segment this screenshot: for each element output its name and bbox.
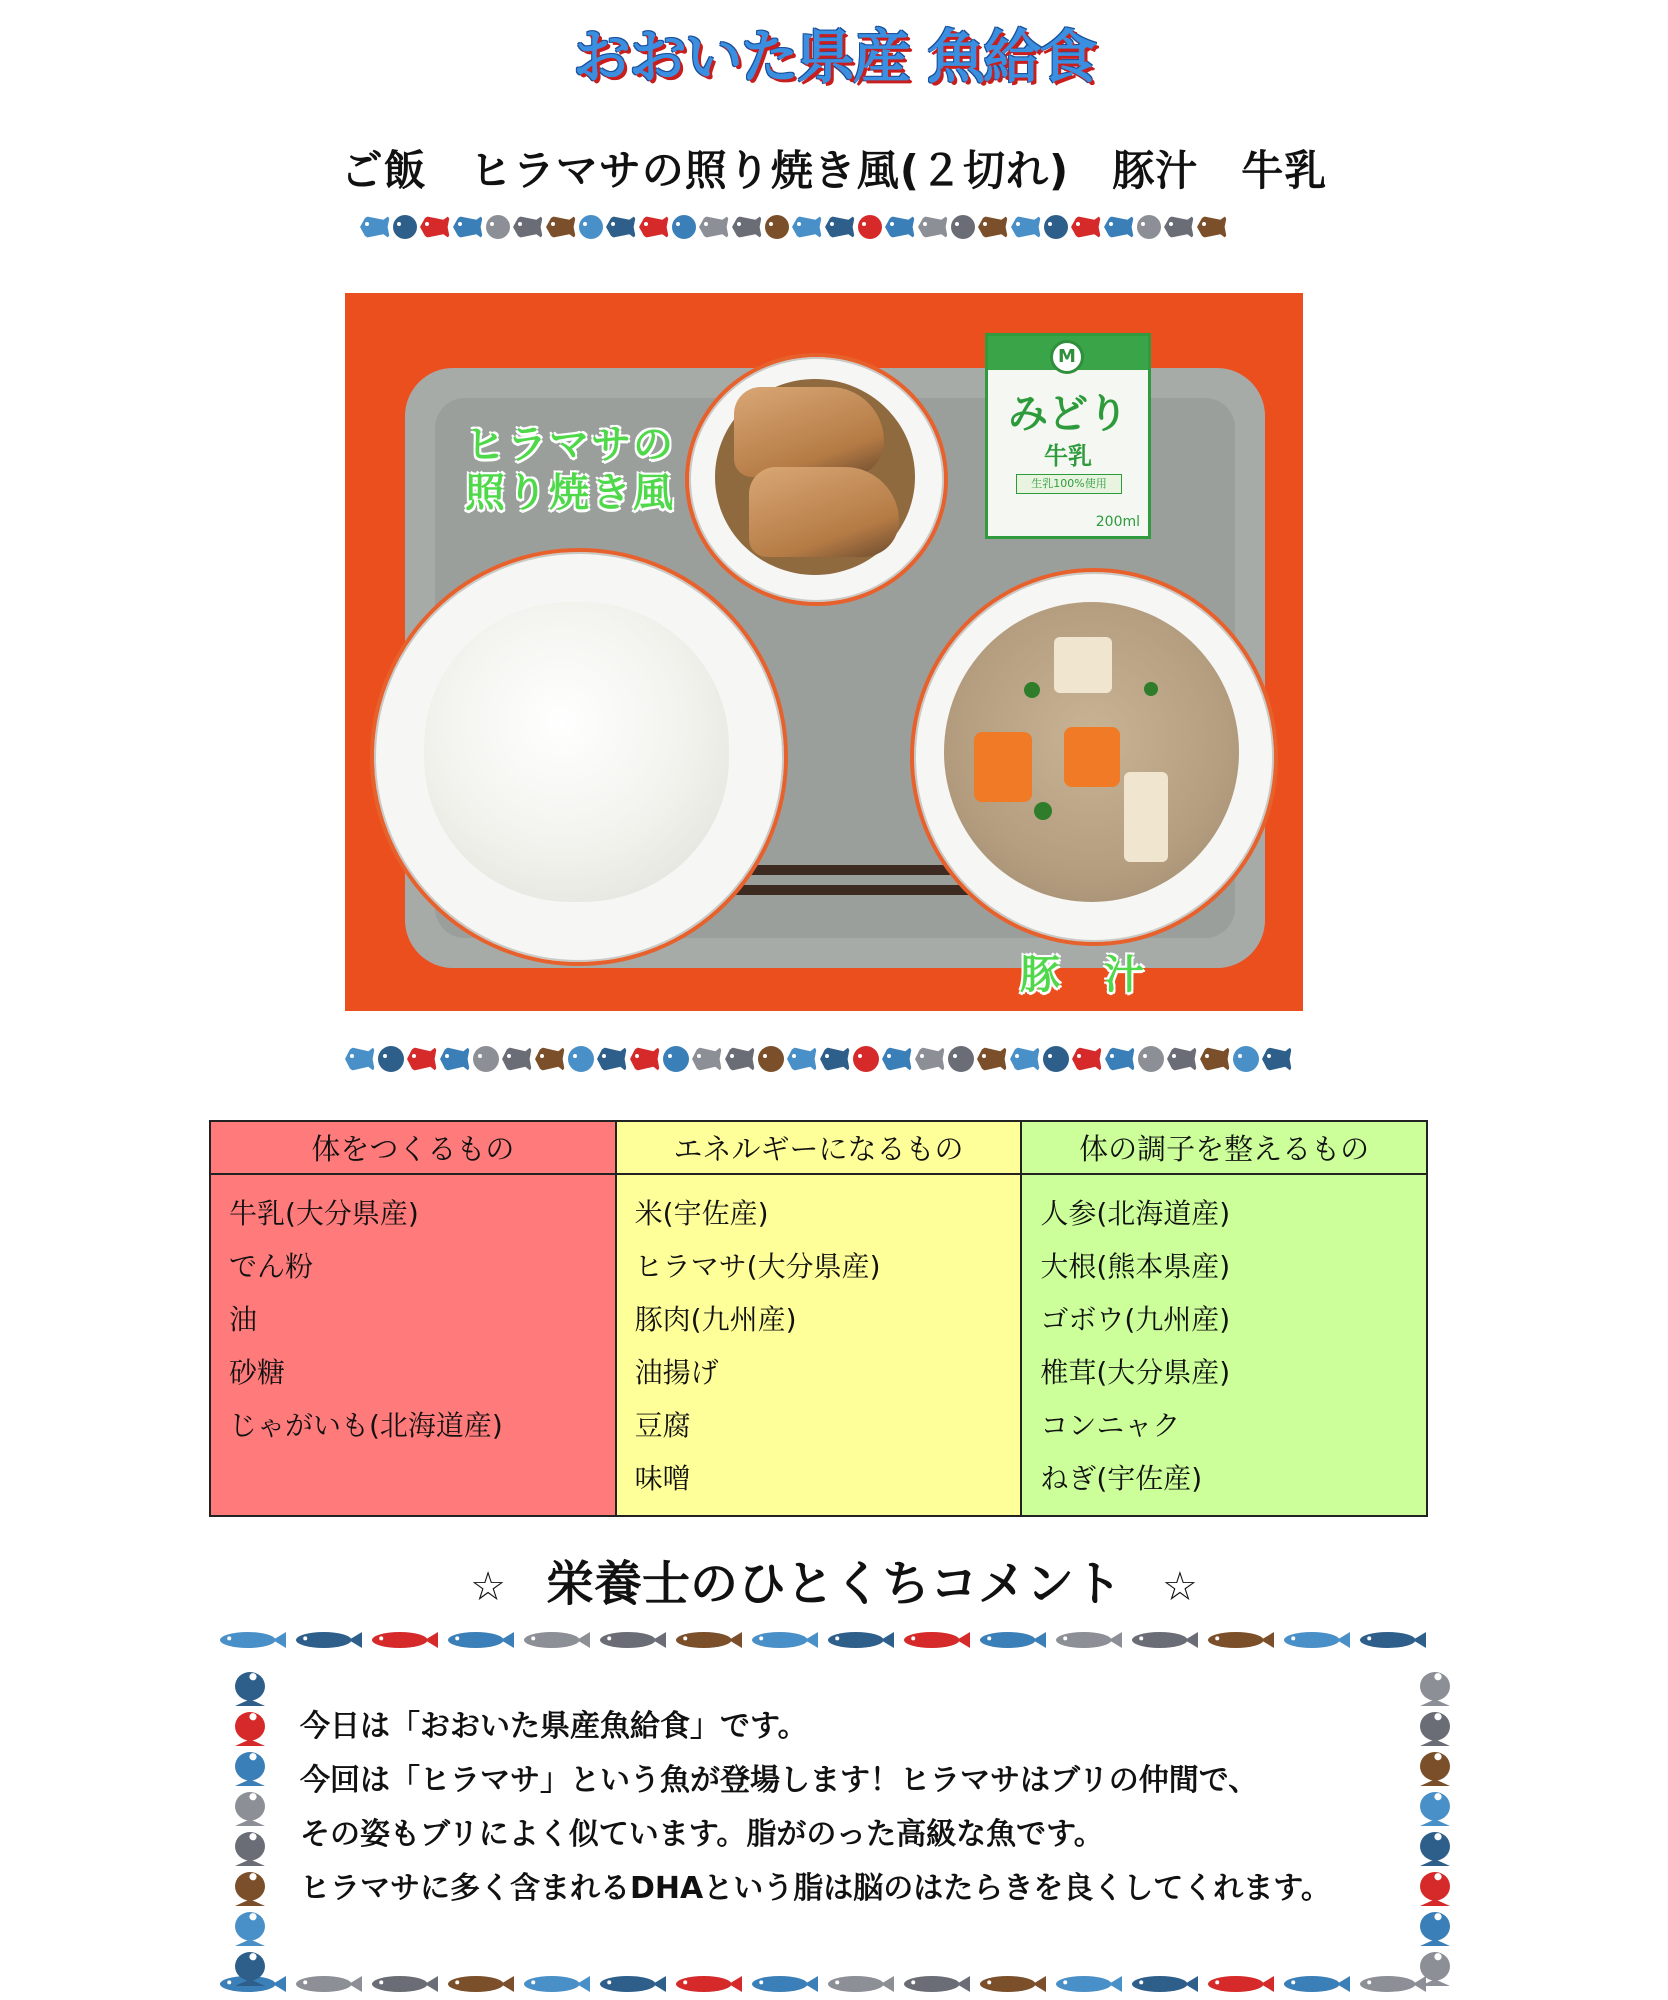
fish-icon xyxy=(1043,1046,1069,1072)
fish-icon xyxy=(853,1046,879,1072)
fish-icon xyxy=(828,1976,894,1992)
fish-icon xyxy=(1420,1832,1450,1866)
fish-icon xyxy=(600,1632,666,1648)
fish-icon xyxy=(235,1872,265,1906)
fish-icon xyxy=(597,1046,627,1072)
fish-icon xyxy=(546,215,576,239)
fish-icon xyxy=(792,215,822,239)
fish-border-top xyxy=(360,215,1227,239)
fish-icon xyxy=(980,1632,1046,1648)
fish-icon xyxy=(1284,1976,1350,1992)
fish-icon xyxy=(1164,215,1194,239)
list-item: コンニャク xyxy=(1040,1409,1181,1442)
fish-border-middle xyxy=(345,1046,1292,1072)
list-item: 牛乳(大分県産) xyxy=(229,1197,419,1230)
fish-icon xyxy=(1200,1046,1230,1072)
photo-label-fish-line1: ヒラマサの xyxy=(465,422,675,468)
fish-icon xyxy=(535,1046,565,1072)
fish-icon xyxy=(1420,1792,1450,1826)
fish-icon xyxy=(1360,1632,1426,1648)
tofu-piece xyxy=(1124,772,1168,862)
fish-icon xyxy=(360,215,390,239)
rice-bowl xyxy=(370,548,788,966)
green-group-cell xyxy=(1021,1174,1427,1516)
fish-icon xyxy=(1056,1976,1122,1992)
milk-logo: M xyxy=(1050,340,1084,374)
fish-icon xyxy=(296,1976,362,1992)
fish-icon xyxy=(568,1046,594,1072)
list-item: ねぎ(宇佐産) xyxy=(1040,1462,1203,1495)
fish-icon xyxy=(393,215,417,239)
fish-icon xyxy=(372,1632,438,1648)
fish-icon xyxy=(345,1046,375,1072)
comment-heading xyxy=(0,1545,1668,1614)
fish-icon xyxy=(420,215,450,239)
fish-icon xyxy=(220,1632,286,1648)
fish-fillet xyxy=(749,467,899,557)
list-item: 油 xyxy=(229,1303,258,1336)
fish-icon xyxy=(448,1632,514,1648)
fish-icon xyxy=(978,215,1008,239)
fish-icon xyxy=(1044,215,1068,239)
fish-icon xyxy=(486,215,510,239)
header-body-regulating: 体の調子を整えるもの xyxy=(1021,1121,1427,1174)
fish-icon xyxy=(235,1832,265,1866)
fish-icon xyxy=(235,1672,265,1706)
fish-icon xyxy=(904,1632,970,1648)
fish-icon xyxy=(378,1046,404,1072)
rice xyxy=(424,602,729,902)
milk-name: 牛乳 xyxy=(1044,442,1092,470)
fish-icon xyxy=(1071,215,1101,239)
fish-icon xyxy=(1138,1046,1164,1072)
fish-icon xyxy=(606,215,636,239)
carrot-piece xyxy=(974,732,1032,802)
fish-icon xyxy=(473,1046,499,1072)
fish-icon xyxy=(915,1046,945,1072)
list-item: 味噌 xyxy=(634,1462,691,1495)
fish-icon xyxy=(524,1632,590,1648)
comment-text xyxy=(300,1700,1400,1916)
fish-fillet xyxy=(734,387,884,477)
fish-icon xyxy=(296,1632,362,1648)
fish-icon xyxy=(1360,1976,1426,1992)
fish-icon xyxy=(752,1632,818,1648)
fish-icon xyxy=(918,215,948,239)
fish-icon xyxy=(1105,1046,1135,1072)
fish-icon xyxy=(440,1046,470,1072)
fish-icon xyxy=(858,215,882,239)
star-icon: ☆ xyxy=(470,1564,506,1610)
fish-icon xyxy=(639,215,669,239)
fish-icon xyxy=(904,1976,970,1992)
fish-icon xyxy=(787,1046,817,1072)
list-item: 椎茸(大分県産) xyxy=(1040,1356,1231,1389)
fish-icon xyxy=(725,1046,755,1072)
fish-icon xyxy=(676,1976,742,1992)
page-title: おおいた県産 魚給食 xyxy=(572,23,1096,91)
tofu-piece xyxy=(1054,637,1112,693)
comment-line: その姿もブリによく似ています。脂がのった高級な魚です。 xyxy=(300,1817,1104,1852)
header-energy: エネルギーになるもの xyxy=(616,1121,1022,1174)
fish-icon xyxy=(1056,1632,1122,1648)
food-groups-table xyxy=(209,1120,1428,1517)
meal-photo xyxy=(345,293,1303,1011)
comment-line: 今回は「ヒラマサ」という魚が登場します！ヒラマサはブリの仲間で、 xyxy=(300,1763,1259,1798)
fish-icon xyxy=(663,1046,689,1072)
yellow-group-cell xyxy=(616,1174,1022,1516)
fish-icon xyxy=(502,1046,532,1072)
star-icon: ☆ xyxy=(1162,1564,1198,1610)
fish-bowl xyxy=(685,353,948,606)
fish-icon xyxy=(692,1046,722,1072)
fish-icon xyxy=(699,215,729,239)
fish-icon xyxy=(676,1632,742,1648)
fish-icon xyxy=(1167,1046,1197,1072)
fish-icon xyxy=(1208,1976,1274,1992)
fish-icon xyxy=(765,215,789,239)
list-item: 砂糖 xyxy=(229,1356,286,1389)
fish-icon xyxy=(513,215,543,239)
fish-icon xyxy=(951,215,975,239)
photo-label-soup: 豚 汁 xyxy=(1020,952,1146,998)
fish-icon xyxy=(1104,215,1134,239)
fish-icon xyxy=(948,1046,974,1072)
fish-icon xyxy=(1420,1712,1450,1746)
list-item: ゴボウ(九州産) xyxy=(1040,1303,1231,1336)
fish-icon xyxy=(407,1046,437,1072)
fish-icon xyxy=(579,215,603,239)
header-body-building: 体をつくるもの xyxy=(210,1121,616,1174)
fish-icon xyxy=(1420,1752,1450,1786)
photo-label-fish xyxy=(465,421,675,517)
fish-icon xyxy=(1072,1046,1102,1072)
milk-brand: みどり xyxy=(1008,391,1128,437)
fish-icon xyxy=(828,1632,894,1648)
fish-icon xyxy=(1233,1046,1259,1072)
carrot-piece xyxy=(1064,727,1120,787)
menu-line: ご飯 ヒラマサの照り焼き風(２切れ) 豚汁 牛乳 xyxy=(340,146,1328,195)
list-item: 人参(北海道産) xyxy=(1040,1197,1231,1230)
fish-icon xyxy=(1208,1632,1274,1648)
fish-icon xyxy=(1197,215,1227,239)
red-group-cell xyxy=(210,1174,616,1516)
fish-icon xyxy=(524,1976,590,1992)
fish-icon xyxy=(1011,215,1041,239)
fish-icon xyxy=(672,215,696,239)
fish-icon xyxy=(825,215,855,239)
fish-icon xyxy=(235,1792,265,1826)
fish-icon xyxy=(1010,1046,1040,1072)
green-onion xyxy=(1024,682,1040,698)
fish-icon xyxy=(980,1976,1046,1992)
fish-icon xyxy=(820,1046,850,1072)
list-item: 油揚げ xyxy=(634,1356,719,1389)
comment-line: 今日は「おおいた県産魚給食」です。 xyxy=(300,1709,808,1744)
fish-icon xyxy=(977,1046,1007,1072)
fish-icon xyxy=(1262,1046,1292,1072)
comment-heading-text: 栄養士のひとくちコメント xyxy=(545,1556,1122,1612)
fish-icon xyxy=(1284,1632,1350,1648)
list-item: 豆腐 xyxy=(634,1409,691,1442)
fish-icon xyxy=(885,215,915,239)
list-item: 豚肉(九州産) xyxy=(634,1303,797,1336)
fish-icon xyxy=(448,1976,514,1992)
list-item: 米(宇佐産) xyxy=(634,1197,769,1230)
fish-icon xyxy=(235,1712,265,1746)
fish-icon xyxy=(235,1752,265,1786)
fish-icon xyxy=(752,1976,818,1992)
fish-icon xyxy=(882,1046,912,1072)
fish-icon xyxy=(758,1046,784,1072)
soup-bowl xyxy=(910,568,1278,946)
fish-icon xyxy=(1420,1672,1450,1706)
fish-icon xyxy=(1137,215,1161,239)
fish-icon xyxy=(372,1976,438,1992)
milk-tag: 生乳100%使用 xyxy=(1016,474,1122,494)
fish-icon xyxy=(600,1976,666,1992)
comment-line: ヒラマサに多く含まれるDHAという脂は脳のはたらきを良くしてくれます。 xyxy=(300,1871,1331,1906)
list-item: ヒラマサ(大分県産) xyxy=(634,1250,881,1283)
fish-icon xyxy=(1420,1912,1450,1946)
fish-icon xyxy=(1132,1632,1198,1648)
list-item: じゃがいも(北海道産) xyxy=(229,1409,503,1442)
fish-icon xyxy=(732,215,762,239)
fish-icon xyxy=(630,1046,660,1072)
fish-icon xyxy=(1132,1976,1198,1992)
green-onion xyxy=(1034,802,1052,820)
milk-carton xyxy=(985,333,1151,539)
list-item: でん粉 xyxy=(229,1250,314,1283)
fish-icon xyxy=(235,1912,265,1946)
fish-icon xyxy=(1420,1872,1450,1906)
green-onion xyxy=(1144,682,1158,696)
list-item: 大根(熊本県産) xyxy=(1040,1250,1231,1283)
photo-label-fish-line2: 照り焼き風 xyxy=(465,470,675,516)
fish-icon xyxy=(453,215,483,239)
milk-volume: 200ml xyxy=(1095,514,1140,530)
